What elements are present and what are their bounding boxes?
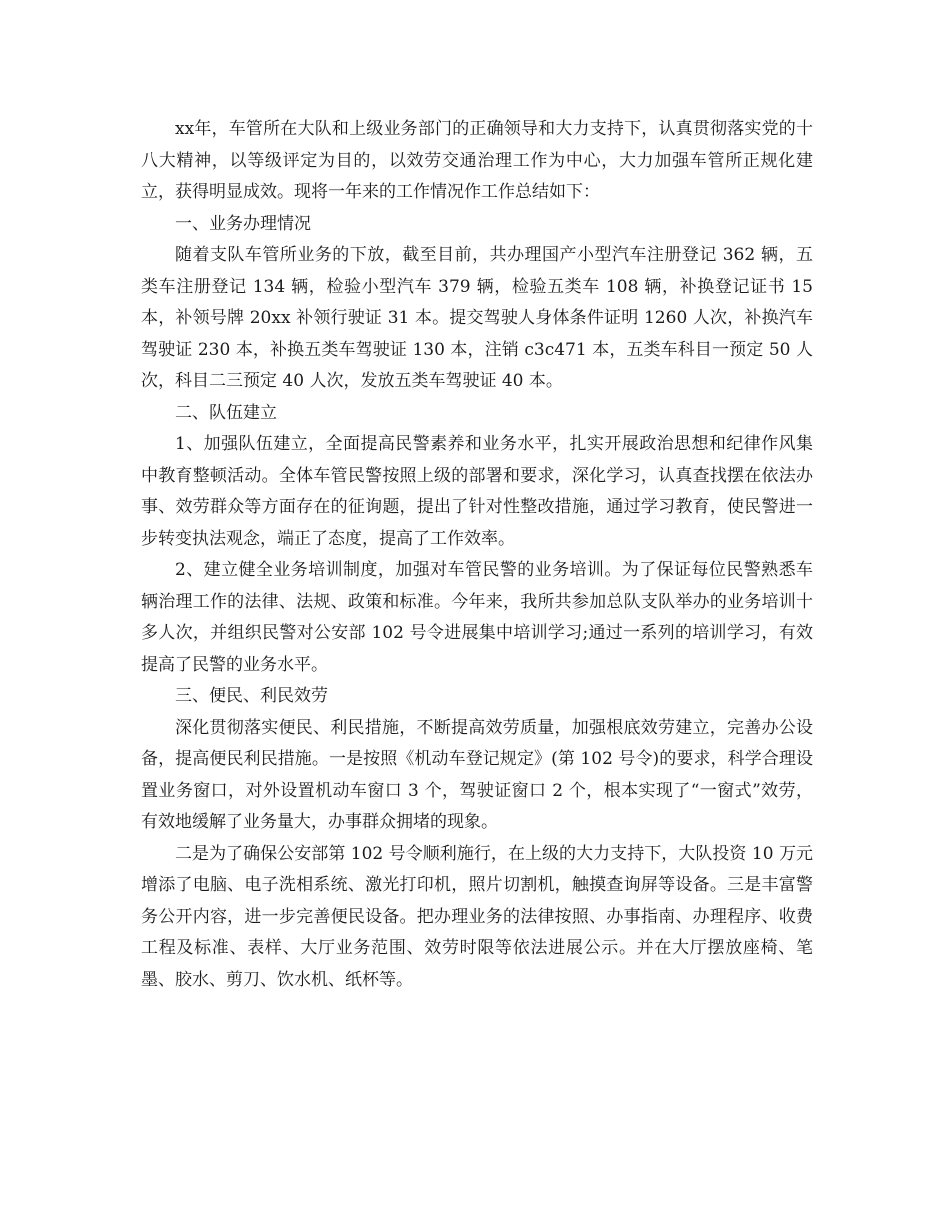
section-heading-business: 一、业务办理情况 bbox=[175, 213, 311, 234]
business-paragraph: 随着支队车管所业务的下放，截至目前，共办理国产小型汽车注册登记 362 辆，五类车注册登记 134 辆，检验小型汽车 379 辆，检验五类车 108 辆，补换登记证书 15 本，补领号牌 20xx 补领行驶证 31 本。提交驾驶人身体条件证明 1260 人次，补换汽车驾驶证 230 本，补换五类车驾驶证 130 本，注销 c3c471 本，五类车科目一预定 50 人次，科目二三预定 40 人次，发放五类车驾驶证 40 本。 bbox=[141, 245, 813, 391]
team-paragraph-2: 2、建立健全业务培训制度，加强对车管民警的业务培训。为了保证每位民警熟悉车辆治理工作的法律、法规、政策和标准。今年来，我所共参加总队支队举办的业务培训十多人次，并组织民警对公安部 102 号令进展集中培训学习;通过一系列的培训学习，有效提高了民警的业务水平。 bbox=[141, 560, 813, 675]
document-body bbox=[141, 114, 813, 996]
service-paragraph-2: 二是为了确保公安部第 102 号令顺利施行，在上级的大力支持下，大队投资 10 万元增添了电脑、电子洗相系统、激光打印机，照片切割机，触摸查询屏等设备。三是丰富警务公开内容，进一步完善便民设备。把办理业务的法律按照、办事指南、办理程序、收费工程及标准、表样、大厅业务范围、效劳时限等依法进展公示。并在大厅摆放座椅、笔墨、胶水、剪刀、饮水机、纸杯等。 bbox=[141, 843, 813, 990]
service-paragraph-1: 深化贯彻落实便民、利民措施，不断提高效劳质量，加强根底效劳建立，完善办公设备，提高便民利民措施。一是按照《机动车登记规定》(第 102 号令)的要求，科学合理设置业务窗口，对外设置机动车窗口 3 个，驾驶证窗口 2 个，根本实现了“一窗式”效劳，有效地缓解了业务量大，办事群众拥堵的现象。 bbox=[141, 717, 813, 832]
team-paragraph-1: 1、加强队伍建立，全面提高民警素养和业务水平，扎实开展政治思想和纪律作风集中教育整顿活动。全体车管民警按照上级的部署和要求，深化学习，认真查找摆在依法办事、效劳群众等方面存在的征询题，提出了针对性整改措施，通过学习教育，使民警进一步转变执法观念，端正了态度，提高了工作效率。 bbox=[141, 434, 813, 549]
intro-paragraph: xx年，车管所在大队和上级业务部门的正确领导和大力支持下，认真贯彻落实党的十八大精神，以等级评定为目的，以效劳交通治理工作为中心，大力加强车管所正规化建立，获得明显成效。现将一年来的工作情况作工作总结如下： bbox=[141, 119, 813, 202]
section-heading-service: 三、便民、利民效劳 bbox=[175, 686, 328, 706]
section-heading-team: 二、队伍建立 bbox=[175, 402, 277, 423]
